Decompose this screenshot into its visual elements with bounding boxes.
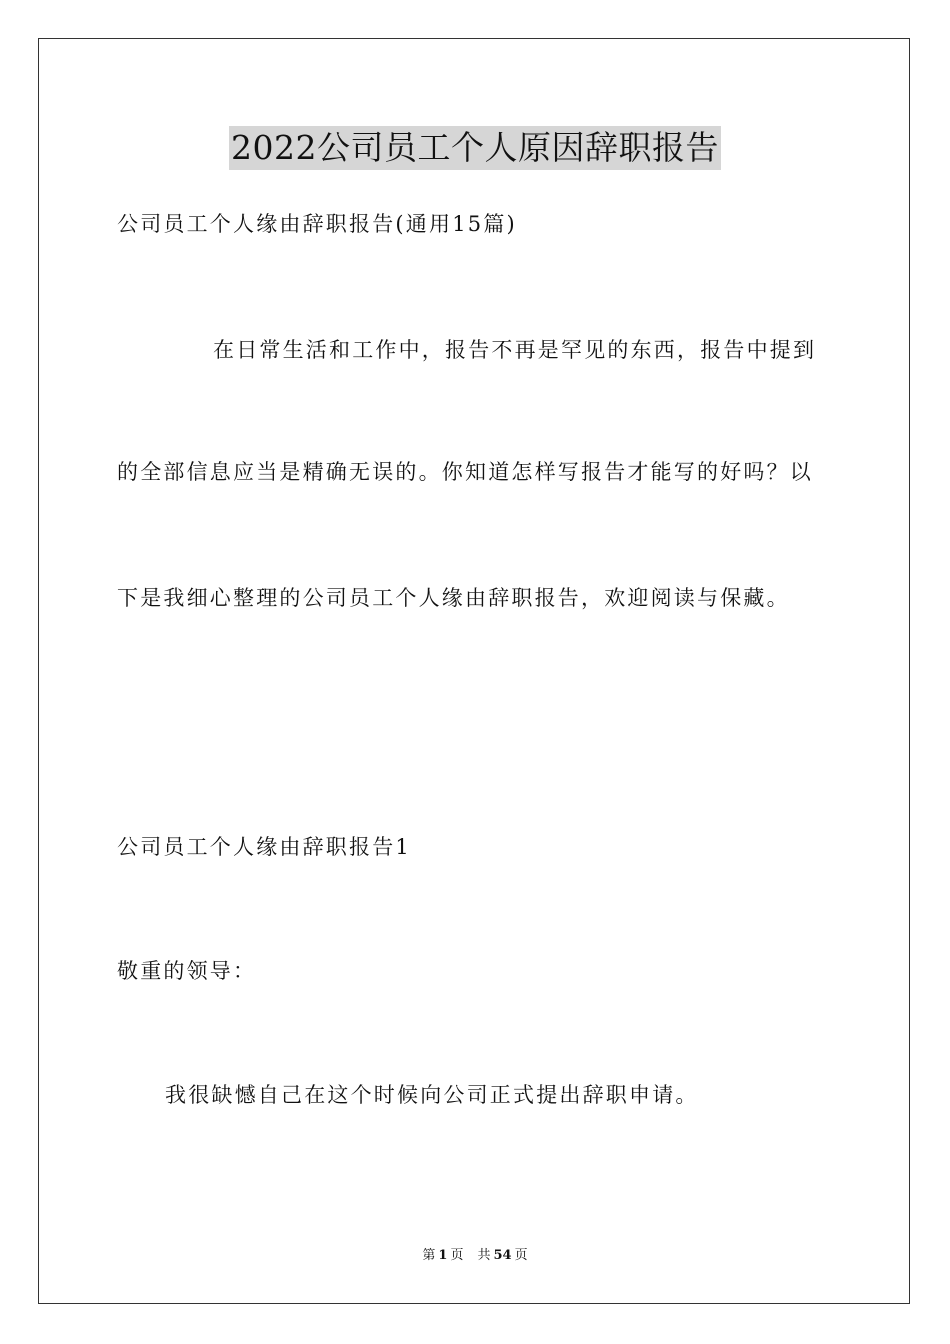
footer-total-pages: 54 [493, 1248, 512, 1263]
footer-page-prefix: 第 [422, 1248, 436, 1263]
document-subtitle: 公司员工个人缘由辞职报告(通用15篇) [117, 212, 517, 236]
intro-line-2: 的全部信息应当是精确无误的。你知道怎样写报告才能写的好吗？以 [117, 460, 813, 484]
footer-page-suffix: 页 [450, 1248, 464, 1263]
page-footer [0, 1247, 950, 1265]
footer-total-prefix: 共 [477, 1248, 491, 1263]
body-paragraph: 我很缺憾自己在这个时候向公司正式提出辞职申请。 [165, 1083, 699, 1107]
intro-line-3: 下是我细心整理的公司员工个人缘由辞职报告，欢迎阅读与保藏。 [117, 586, 790, 610]
footer-page-number: 1 [438, 1248, 448, 1263]
title-container [0, 126, 950, 170]
section-heading: 公司员工个人缘由辞职报告1 [117, 835, 411, 859]
document-title: 2022公司员工个人原因辞职报告 [229, 126, 721, 170]
salutation: 敬重的领导： [117, 959, 257, 983]
intro-line-1: 在日常生活和工作中，报告不再是罕见的东西，报告中提到 [213, 338, 817, 362]
footer-total-suffix: 页 [514, 1248, 528, 1263]
